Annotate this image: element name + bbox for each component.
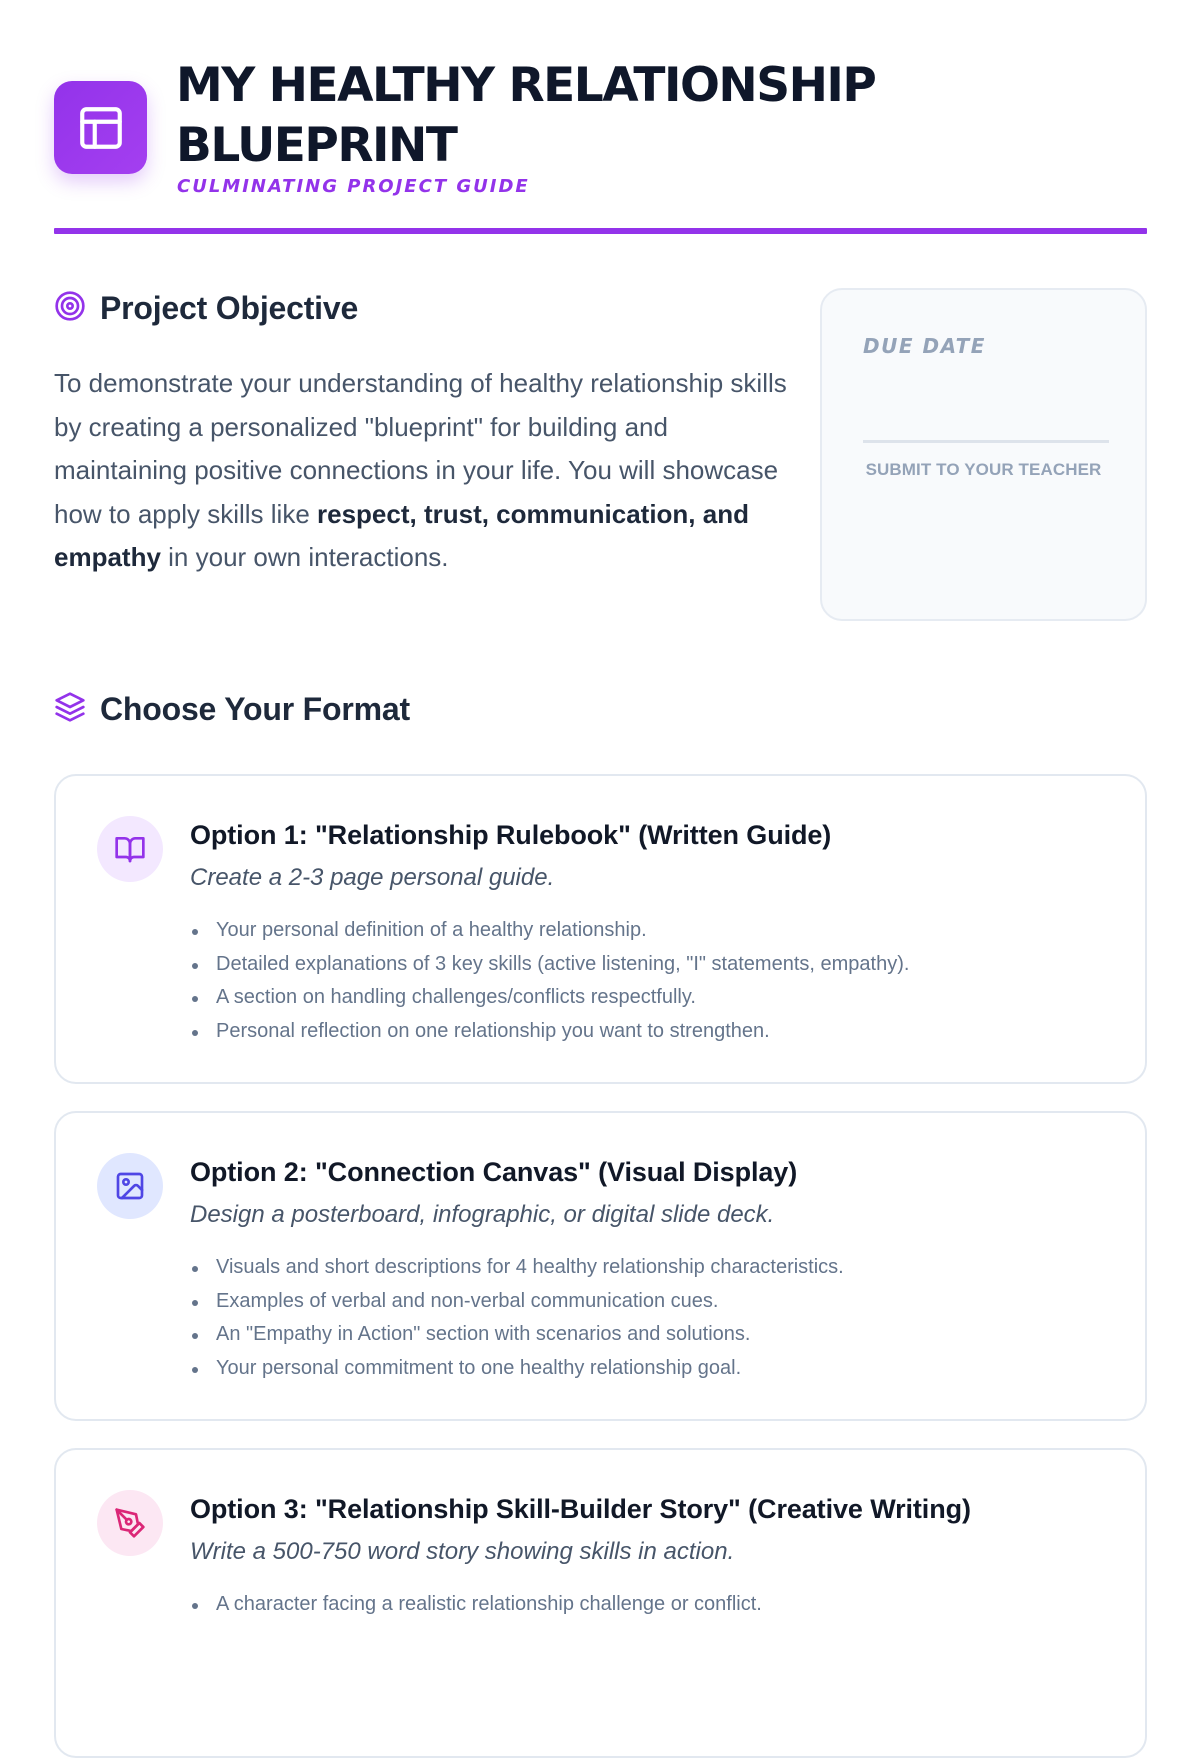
list-item: Examples of verbal and non-verbal communication cues. [190, 1285, 844, 1319]
option-card-1[interactable] [54, 774, 1147, 1084]
page-title: MY HEALTHY RELATIONSHIP BLUEPRINT [176, 58, 876, 173]
header-divider [54, 228, 1147, 234]
list-item: Visuals and short descriptions for 4 healthy relationship characteristics. [190, 1251, 844, 1285]
option-requirements [190, 1588, 762, 1622]
layers-icon [54, 691, 86, 728]
book-icon [97, 816, 163, 882]
option-title: Option 2: "Connection Canvas" (Visual Display) [190, 1157, 798, 1187]
objective-text-end: in your own interactions. [160, 542, 449, 572]
option-requirements [190, 914, 909, 1048]
option-title: Option 3: "Relationship Skill-Builder Story" (Creative Writing) [190, 1494, 971, 1524]
list-item: A character facing a realistic relationship challenge or conflict. [190, 1588, 762, 1622]
option-subtitle: Design a posterboard, infographic, or digital slide deck. [190, 1201, 775, 1228]
option-requirements [190, 1251, 844, 1385]
objective-text-bold: respect, trust, communication, and empathy [54, 498, 749, 572]
objective-heading [54, 290, 358, 327]
list-item: Detailed explanations of 3 key skills (active listening, "I" statements, empathy). [190, 948, 909, 982]
format-heading-text: Choose Your Format [100, 691, 410, 727]
list-item: A section on handling challenges/conflicts respectfully. [190, 981, 909, 1015]
format-heading [54, 691, 410, 728]
due-date-card [820, 288, 1147, 621]
option-card-2[interactable] [54, 1111, 1147, 1421]
option-subtitle: Create a 2-3 page personal guide. [190, 864, 555, 891]
objective-text [54, 362, 789, 580]
due-date-label: DUE DATE [863, 334, 986, 358]
option-subtitle: Write a 500-750 word story showing skills in action. [190, 1538, 735, 1565]
due-date-note: SUBMIT TO YOUR TEACHER [865, 460, 1102, 479]
page-subtitle: CULMINATING PROJECT GUIDE [177, 176, 530, 197]
option-title: Option 1: "Relationship Rulebook" (Written Guide) [190, 820, 832, 850]
option-card-3[interactable] [54, 1448, 1147, 1758]
objective-text-start: To demonstrate your understanding of healthy relationship skills by creating a personalized "blueprint" for building and maintaining positive connections in your life. You will showcase how to apply skills like [54, 368, 787, 529]
list-item: An "Empathy in Action" section with scenarios and solutions. [190, 1318, 844, 1352]
target-icon [54, 290, 86, 327]
list-item: Personal reflection on one relationship you want to strengthen. [190, 1015, 909, 1049]
list-item: Your personal commitment to one healthy relationship goal. [190, 1352, 844, 1386]
pen-tool-icon [97, 1490, 163, 1556]
list-item: Your personal definition of a healthy relationship. [190, 914, 909, 948]
layout-icon [54, 81, 147, 174]
due-date-line[interactable] [863, 440, 1109, 443]
image-icon [97, 1153, 163, 1219]
objective-heading-text: Project Objective [100, 290, 359, 326]
